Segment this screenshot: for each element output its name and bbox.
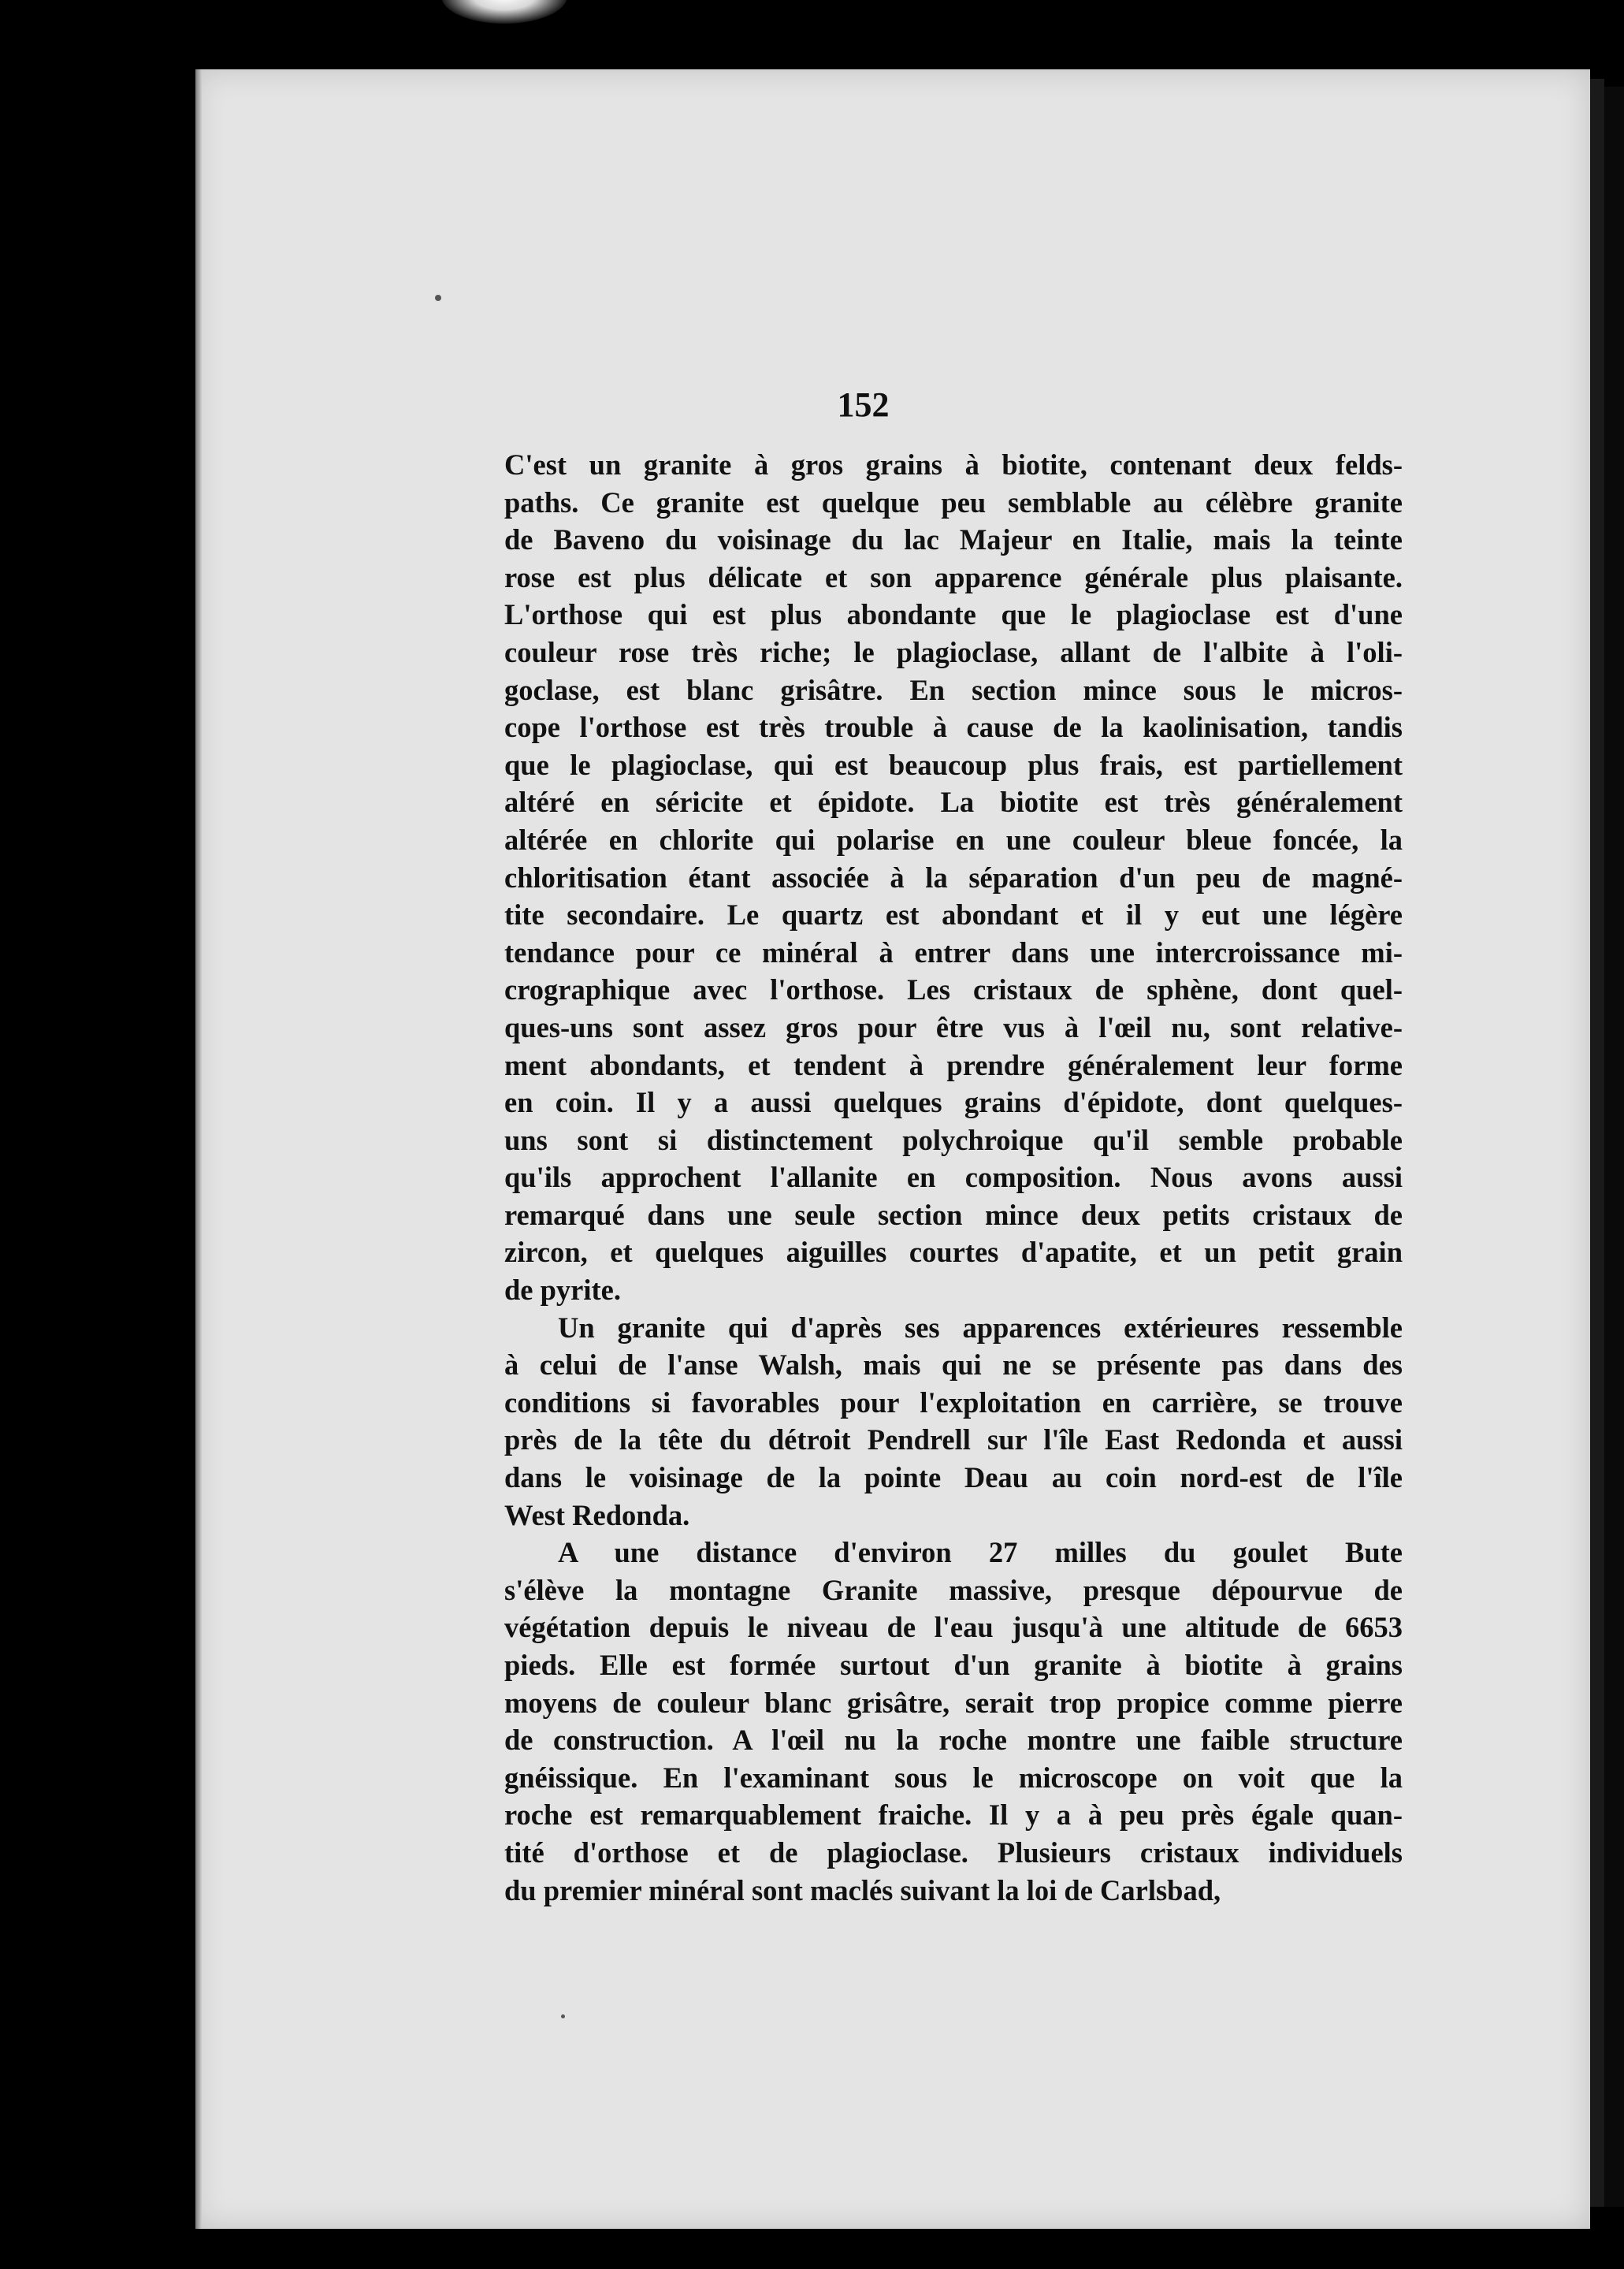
text-line: ment abondants, et tendent à prendre généralement leur forme bbox=[504, 1048, 1403, 1081]
text-line: gnéissique. En l'examinant sous le microscope on voit que la bbox=[504, 1761, 1403, 1794]
text-line: en coin. Il y a aussi quelques grains d'épidote, dont quelques- bbox=[504, 1086, 1403, 1119]
text-line: West Redonda. bbox=[504, 1498, 690, 1531]
text-line: goclase, est blanc grisâtre. En section mince sous le micros- bbox=[504, 673, 1403, 706]
text-line: C'est un granite à gros grains à biotite, contenant deux felds- bbox=[504, 448, 1403, 481]
text-line: A une distance d'environ 27 milles du goulet Bute bbox=[558, 1536, 1403, 1569]
text-line: végétation depuis le niveau de l'eau jusqu'à une altitude de 6653 bbox=[504, 1611, 1403, 1644]
text-line: crographique avec l'orthose. Les cristaux de sphène, dont quel- bbox=[504, 973, 1403, 1006]
text-line: ques-uns sont assez gros pour être vus à l'œil nu, sont relative- bbox=[504, 1010, 1403, 1043]
paragraph bbox=[504, 1309, 1403, 1534]
page-number: 152 bbox=[837, 385, 890, 424]
text-line: cope l'orthose est très trouble à cause de la kaolinisation, tandis bbox=[504, 711, 1403, 744]
text-line: tité d'orthose et de plagioclase. Plusieurs cristaux individuels bbox=[504, 1836, 1403, 1869]
text-line: près de la tête du détroit Pendrell sur l'île East Redonda et aussi bbox=[504, 1423, 1403, 1456]
text-line: moyens de couleur blanc grisâtre, serait trop propice comme pierre bbox=[504, 1686, 1403, 1719]
text-line: que le plagioclase, qui est beaucoup plus frais, est partiellement bbox=[504, 748, 1403, 781]
text-line: du premier minéral sont maclés suivant la loi de Carlsbad, bbox=[504, 1873, 1221, 1906]
text-line: chloritisation étant associée à la séparation d'un peu de magné- bbox=[504, 861, 1403, 894]
text-line: de Baveno du voisinage du lac Majeur en Italie, mais la teinte bbox=[504, 523, 1403, 556]
text-line: L'orthose qui est plus abondante que le plagioclase est d'une bbox=[504, 598, 1403, 631]
text-line: paths. Ce granite est quelque peu semblable au célèbre granite bbox=[504, 485, 1403, 519]
paragraph bbox=[504, 446, 1403, 1309]
body-text bbox=[504, 446, 1403, 1909]
text-line: conditions si favorables pour l'exploitation en carrière, se trouve bbox=[504, 1386, 1403, 1419]
text-line: altéré en séricite et épidote. La biotite est très généralement bbox=[504, 786, 1403, 819]
paragraph bbox=[504, 1534, 1403, 1909]
text-line: couleur rose très riche; le plagioclase, allant de l'albite à l'oli- bbox=[504, 635, 1403, 668]
text-line: remarqué dans une seule section mince deux petits cristaux de bbox=[504, 1198, 1403, 1231]
text-line: tendance pour ce minéral à entrer dans une intercroissance mi- bbox=[504, 935, 1403, 969]
text-line: roche est remarquablement fraiche. Il y a à peu près égale quan- bbox=[504, 1798, 1403, 1832]
text-line: dans le voisinage de la pointe Deau au coin nord-est de l'île bbox=[504, 1461, 1403, 1494]
text-line: tite secondaire. Le quartz est abondant et il y eut une légère bbox=[504, 898, 1403, 932]
text-line: pieds. Elle est formée surtout d'un granite à biotite à grains bbox=[504, 1649, 1403, 1681]
text-line: uns sont si distinctement polychroique qu'il semble probable bbox=[504, 1123, 1403, 1156]
text-line: à celui de l'anse Walsh, mais qui ne se présente pas dans des bbox=[504, 1348, 1403, 1382]
text-line: de construction. A l'œil nu la roche montre une faible structure bbox=[504, 1724, 1403, 1757]
speck-mark bbox=[435, 295, 441, 301]
text-line: de pyrite. bbox=[504, 1274, 621, 1307]
scanner-glare bbox=[441, 0, 567, 24]
text-line: zircon, et quelques aiguilles courtes d'apatite, et un petit grain bbox=[504, 1236, 1403, 1269]
text-line: s'élève la montagne Granite massive, presque dépourvue de bbox=[504, 1573, 1403, 1606]
speck-mark bbox=[561, 2014, 565, 2018]
text-line: rose est plus délicate et son apparence générale plus plaisante. bbox=[504, 560, 1403, 593]
text-line: qu'ils approchent l'allanite en composition. Nous avons aussi bbox=[504, 1161, 1403, 1194]
text-line: altérée en chlorite qui polarise en une couleur bleue foncée, la bbox=[504, 823, 1403, 856]
text-line: Un granite qui d'après ses apparences extérieures ressemble bbox=[558, 1311, 1403, 1344]
